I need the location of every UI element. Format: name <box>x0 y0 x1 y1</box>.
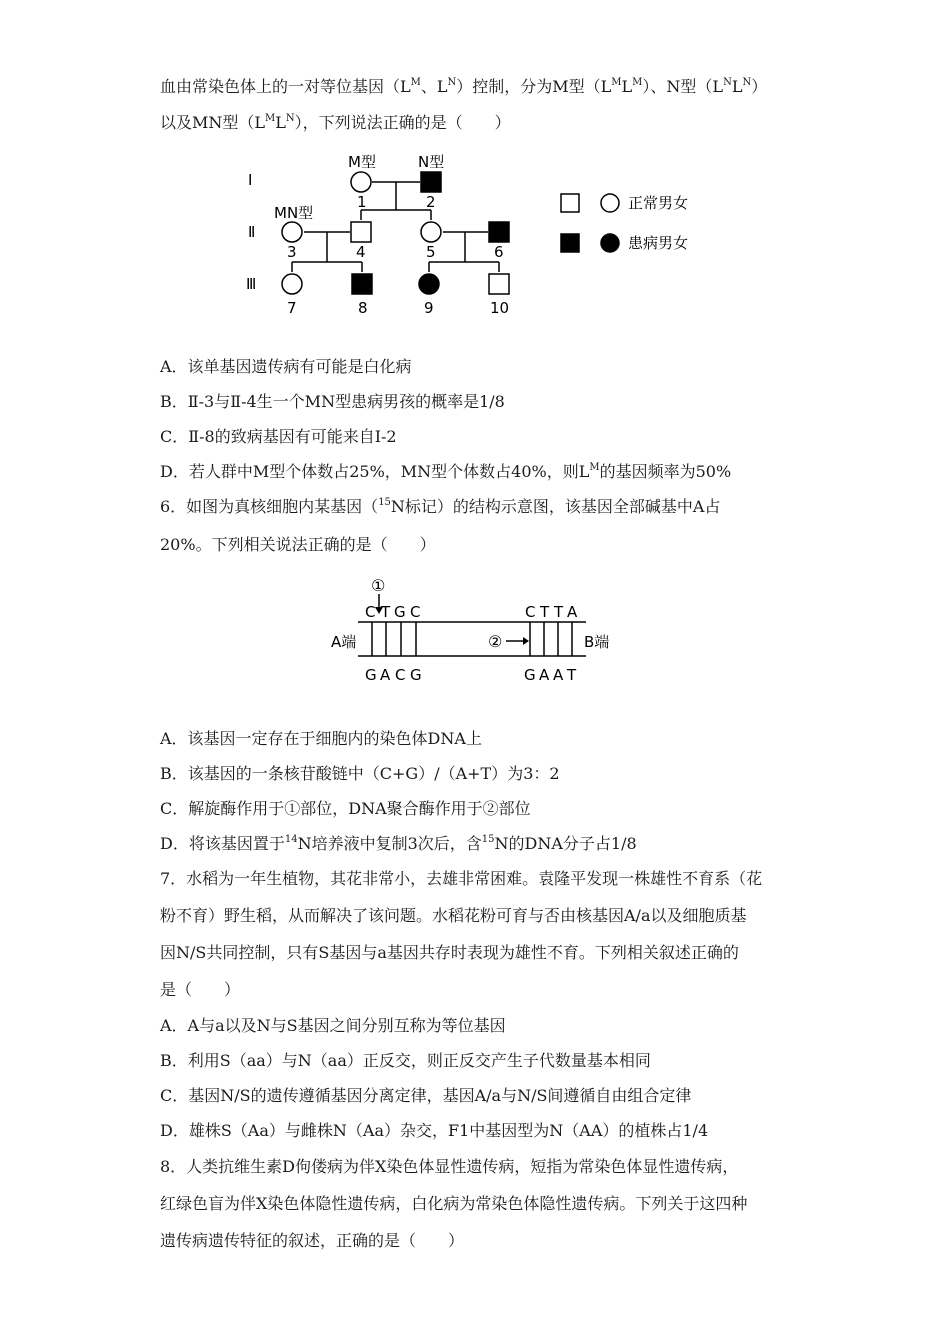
q5-intro-line-1: 血由常染色体上的一对等位基因（$L^M$、$L^N$）控制，分为M型$(L^ML^M)$、N型$(L^NL^N)$ <box>160 76 768 96</box>
q5-intro-line-2: 以及MN型$(L^ML^N)$，下列说法正确的是（ ） <box>160 112 511 132</box>
individual-8-affected-male <box>352 274 372 294</box>
q5-option-d: D．若人群中M型个体数占25%，MN型个体数占40%，则$L^M$的基因频率为50% <box>160 461 732 481</box>
legend-normal-label: 正常男女 <box>628 194 689 212</box>
generation-label-ii: Ⅱ <box>248 223 256 241</box>
q6-option-d: D．将该基因置于$^{14}$N培养液中复制3次后，含$^{15}$N的DNA分子占1/8 <box>160 833 637 853</box>
q8-stem-line-2: 红绿色盲为伴X染色体隐性遗传病，白化病为常染色体隐性遗传病。下列关于这四种 <box>160 1194 748 1213</box>
dna-structure-diagram <box>328 572 618 692</box>
generation-label-i: Ⅰ <box>248 171 253 189</box>
q7-option-a: A．A与a以及N与S基因之间分别互称为等位基因 <box>160 1016 506 1035</box>
q6-option-a: A．该基因一定存在于细胞内的染色体DNA上 <box>160 729 482 748</box>
id-3: 3 <box>287 243 297 261</box>
id-4: 4 <box>356 243 366 261</box>
individual-7-normal-female <box>282 274 302 294</box>
q7-stem-line-3: 因N/S共同控制，只有S基因与a基因共存时表现为雄性不育。下列相关叙述正确的 <box>160 943 739 962</box>
legend-affected-female-icon <box>601 234 619 252</box>
legend-affected-label: 患病男女 <box>628 234 689 252</box>
q5-option-c: C．Ⅱ-8的致病基因有可能来自I-2 <box>160 427 397 446</box>
q7-option-b: B．利用S（aa）与N（aa）正反交，则正反交产生子代数量基本相同 <box>160 1051 651 1070</box>
top-base: C <box>525 603 536 621</box>
q6-option-b: B．该基因的一条核苷酸链中（C+G）/（A+T）为3：2 <box>160 764 560 783</box>
bottom-base: C <box>395 666 406 684</box>
q8-stem-line-1: 8．人类抗维生素D佝偻病为伴X染色体显性遗传病，短指为常染色体显性遗传病， <box>160 1157 739 1176</box>
end-b-label: B端 <box>584 633 610 651</box>
bottom-base: A <box>539 666 550 684</box>
q6-stem-line-2: 20%。下列相关说法正确的是（ ） <box>160 535 436 554</box>
q7-option-d: D．雄株S（Aa）与雌株N（Aa）杂交，F1中基因型为N（AA）的植株占1/4 <box>160 1121 709 1140</box>
label-n-type: N型 <box>418 153 445 171</box>
legend-normal-male-icon <box>561 194 579 212</box>
individual-10-normal-male <box>489 274 509 294</box>
id-2: 2 <box>426 193 436 211</box>
marker-2-label: ② <box>488 632 503 651</box>
marker-2-arrowhead <box>523 637 529 645</box>
bottom-base: T <box>567 666 577 684</box>
legend-affected-male-icon <box>561 234 579 252</box>
id-10: 10 <box>490 299 510 317</box>
individual-5-normal-female <box>421 222 441 242</box>
individual-4-normal-male <box>351 222 371 242</box>
legend-normal-female-icon <box>601 194 619 212</box>
q7-stem-line-1: 7．水稻为一年生植物，其花非常小，去雄非常困难。袁隆平发现一株雄性不育系（花 <box>160 869 763 888</box>
top-base: T <box>540 603 550 621</box>
top-base: C <box>365 603 376 621</box>
individual-9-affected-female <box>419 274 439 294</box>
q7-option-c: C．基因N/S的遗传遵循基因分离定律，基因A/a与N/S间遵循自由组合定律 <box>160 1086 692 1105</box>
id-1: 1 <box>357 193 367 211</box>
top-base: T <box>381 603 391 621</box>
top-base: G <box>394 603 406 621</box>
label-m-type: M型 <box>348 153 376 171</box>
marker-1-label: ① <box>371 576 386 595</box>
top-base: C <box>410 603 421 621</box>
bottom-base: A <box>553 666 564 684</box>
q5-option-a: A．该单基因遗传病有可能是白化病 <box>160 357 412 376</box>
generation-label-iii: Ⅲ <box>246 275 257 293</box>
top-base: T <box>554 603 564 621</box>
end-a-label: A端 <box>331 633 357 651</box>
q8-stem-line-3: 遗传病遗传特征的叙述，正确的是（ ） <box>160 1231 465 1250</box>
id-5: 5 <box>426 243 436 261</box>
individual-3-normal-female <box>282 222 302 242</box>
individual-1-normal-female <box>351 172 371 192</box>
id-9: 9 <box>424 299 434 317</box>
id-8: 8 <box>358 299 368 317</box>
individual-6-affected-male <box>489 222 509 242</box>
label-mn-type: MN型 <box>274 204 314 222</box>
q6-stem-line-1: 6．如图为真核细胞内某基因（$^{15}$N标记）的结构示意图，该基因全部碱基中A占 <box>160 496 721 516</box>
bottom-base: G <box>410 666 422 684</box>
pedigree-chart <box>230 150 950 320</box>
id-7: 7 <box>287 299 297 317</box>
bottom-base: G <box>365 666 377 684</box>
bottom-base: G <box>524 666 536 684</box>
top-base: A <box>567 603 578 621</box>
id-6: 6 <box>494 243 504 261</box>
individual-2-affected-male <box>421 172 441 192</box>
q7-stem-line-4: 是（ ） <box>160 980 241 999</box>
bottom-base: A <box>380 666 391 684</box>
q7-stem-line-2: 粉不育）野生稻，从而解决了该问题。水稻花粉可育与否由核基因A/a以及细胞质基 <box>160 906 747 925</box>
q6-option-c: C．解旋酶作用于①部位，DNA聚合酶作用于②部位 <box>160 799 531 818</box>
q5-option-b: B．Ⅱ-3与Ⅱ-4生一个MN型患病男孩的概率是1/8 <box>160 392 505 411</box>
